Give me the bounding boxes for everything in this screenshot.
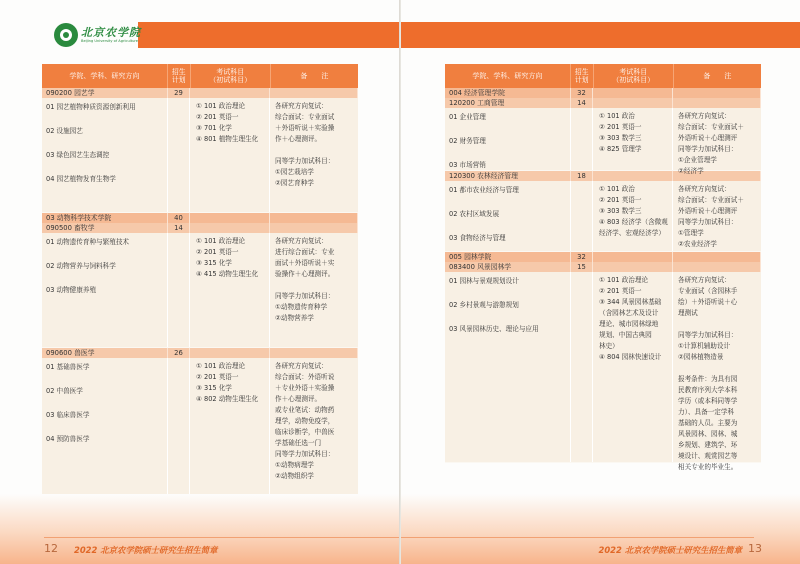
- notes-line: 各研究方向复试：: [275, 362, 328, 370]
- exam-subjects: [593, 181, 673, 251]
- page-number: 13: [748, 542, 762, 555]
- exam-item: 理论、城市园林绿地: [599, 320, 659, 328]
- footer-title: 2022 北京农学院硕士研究生招生简章: [598, 545, 742, 555]
- quota-value: 40: [168, 213, 190, 223]
- exam-item: ④ 804 园林快速设计: [599, 353, 662, 361]
- notes-text: [270, 358, 358, 498]
- exam-item: 林史）: [599, 342, 619, 350]
- program-block: [445, 272, 761, 471]
- direction-item: 01 都市农业经济与管理: [449, 186, 519, 194]
- header-band: [401, 22, 800, 48]
- header-quota: 招生 计划: [571, 64, 594, 88]
- notes-line: 境设计、观赏园艺等: [678, 452, 738, 460]
- notes-line: ①管理学: [678, 229, 704, 237]
- notes-line: 学历（或本科同等学: [678, 397, 738, 405]
- notes-line: 学基础任选一门: [275, 439, 322, 447]
- notes-line: 综合面试：专业面试: [275, 113, 335, 121]
- notes-line: 相关专业的毕业生。: [678, 463, 738, 471]
- college-row: [445, 88, 761, 98]
- direction-item: 02 动物营养与饲料科学: [46, 262, 116, 270]
- notes-line: 综合面试：外语听说: [275, 373, 335, 381]
- exam-cell: [593, 171, 673, 181]
- notes-line: 各研究方向复试：: [275, 237, 328, 245]
- notes-line: 理测试: [678, 309, 698, 317]
- footer-rule: [401, 537, 754, 538]
- notes-line: ①企业管理学: [678, 156, 717, 164]
- notes-cell: [270, 348, 358, 358]
- notes-line: 或专业笔试：动物药: [275, 406, 335, 414]
- exam-item: ① 101 政治: [599, 185, 635, 193]
- quota-value: 14: [168, 223, 190, 233]
- direction-item: 01 园艺植物种质资源创新利用: [46, 103, 136, 111]
- notes-line: 风景园林、园林、城: [678, 430, 738, 438]
- direction-item: 01 基础兽医学: [46, 363, 90, 371]
- exam-item: ④ 802 动物生理生化: [196, 395, 259, 403]
- exam-item: 经济学、宏观经济学）: [599, 229, 665, 237]
- header-direction: 学院、学科、研究方向: [42, 64, 168, 88]
- college-row: [445, 252, 761, 262]
- admissions-table-right: [445, 64, 761, 471]
- direction-item: 03 风景园林历史、理论与应用: [449, 325, 539, 333]
- program-block: [445, 181, 761, 252]
- notes-line: ①园艺栽培学: [275, 168, 314, 176]
- table-body: [42, 88, 358, 499]
- direction-item: 01 园林与景观规划设计: [449, 277, 519, 285]
- discipline-code: 004 经济管理学院: [445, 88, 571, 98]
- exam-item: （含园林艺术及设计: [599, 309, 659, 317]
- discipline-code: 120300 农林经济管理: [445, 171, 571, 181]
- exam-item: ④ 801 植物生理生化: [196, 135, 259, 143]
- quota-value: 32: [571, 88, 593, 98]
- exam-cell: [190, 88, 270, 98]
- notes-line: 作＋心理测评。: [275, 135, 322, 143]
- exam-item: ③ 344 风景园林基础: [599, 298, 662, 306]
- admissions-table-left: [42, 64, 358, 499]
- notes-cell: [270, 88, 358, 98]
- quota-value: 26: [168, 348, 190, 358]
- notes-line: ＋专业外语＋实验操: [275, 384, 335, 392]
- notes-text: [673, 108, 761, 175]
- exam-item: ② 201 英语一: [196, 113, 239, 121]
- exam-item: ② 201 英语一: [196, 373, 239, 381]
- research-directions: [445, 108, 571, 170]
- quota-value: 14: [571, 98, 593, 108]
- exam-item: ③ 701 化学: [196, 124, 232, 132]
- notes-gap: [275, 145, 355, 156]
- notes-cell: [673, 252, 761, 262]
- exam-cell: [190, 213, 270, 223]
- notes-line: 各研究方向复试：: [678, 112, 731, 120]
- exam-item: ② 201 英语一: [599, 196, 642, 204]
- notes-line: ②动物营养学: [275, 314, 314, 322]
- discipline-row: [445, 98, 761, 108]
- exam-item: ② 201 英语一: [196, 248, 239, 256]
- exam-item: ③ 315 化学: [196, 259, 232, 267]
- notes-cell: [270, 223, 358, 233]
- exam-item: ① 101 政治理论: [196, 237, 246, 245]
- direction-item: 03 绿色园艺生态调控: [46, 151, 110, 159]
- discipline-code: 083400 风景园林学: [445, 262, 571, 272]
- notes-line: 外语听说＋心理测评: [678, 134, 738, 142]
- university-logo: [54, 22, 142, 48]
- direction-item: 01 企业管理: [449, 113, 486, 121]
- direction-item: 03 临床兽医学: [46, 411, 90, 419]
- notes-line: ②园艺育种学: [275, 179, 314, 187]
- discipline-row: [42, 88, 358, 98]
- notes-line: ①动物病理学: [275, 461, 314, 469]
- table-body: [445, 88, 761, 471]
- notes-gap: [275, 280, 355, 291]
- exam-item: ② 201 英语一: [599, 123, 642, 131]
- notes-gap: [678, 363, 758, 374]
- program-block: [42, 358, 358, 499]
- exam-subjects: [190, 233, 270, 347]
- header-notes: 备 注: [300, 72, 329, 80]
- notes-text: [673, 181, 761, 251]
- notes-text: [673, 272, 761, 471]
- quota-cell: [571, 272, 593, 462]
- program-block: [42, 98, 358, 213]
- notes-line: 同等学力加试科目：: [678, 145, 738, 153]
- page-number: 12: [44, 542, 58, 555]
- emblem-icon: [54, 23, 78, 47]
- notes-line: 验操作＋心理测评。: [275, 270, 335, 278]
- notes-line: 同等学力加试科目：: [275, 157, 335, 165]
- exam-cell: [190, 348, 270, 358]
- quota-value: 29: [168, 88, 190, 98]
- notes-line: 乡规划、建筑学、环: [678, 441, 738, 449]
- left-page: [0, 0, 399, 564]
- research-directions: [42, 98, 168, 212]
- discipline-code: 090500 畜牧学: [42, 223, 168, 233]
- notes-line: 面试＋外语听说＋实: [275, 259, 335, 267]
- notes-line: 进行综合面试：专业: [275, 248, 335, 256]
- exam-cell: [593, 98, 673, 108]
- notes-line: 理学，动物免疫学，: [275, 417, 335, 425]
- header-direction: 学院、学科、研究方向: [445, 64, 571, 88]
- college-row: [42, 213, 358, 223]
- notes-line: ②农业经济学: [678, 240, 717, 248]
- discipline-code: 120200 工商管理: [445, 98, 571, 108]
- direction-item: 04 预防兽医学: [46, 435, 90, 443]
- quota-cell: [571, 108, 593, 170]
- research-directions: [445, 181, 571, 251]
- exam-subjects: [190, 358, 270, 498]
- research-directions: [445, 272, 571, 462]
- notes-line: ②动物组织学: [275, 472, 314, 480]
- notes-line: 综合面试：专业面试＋: [678, 123, 744, 131]
- table-header: [42, 64, 358, 88]
- exam-item: ① 101 政治理论: [599, 276, 649, 284]
- notes-line: 同等学力加试科目：: [678, 331, 738, 339]
- exam-item: ③ 303 数学三: [599, 134, 642, 142]
- direction-item: 01 动物遗传育种与繁殖技术: [46, 238, 130, 246]
- header-notes: 备 注: [703, 72, 732, 80]
- notes-line: 报考条件：为具有园: [678, 375, 738, 383]
- discipline-row: [42, 348, 358, 358]
- footer-band: [0, 494, 399, 564]
- notes-text: [270, 233, 358, 347]
- header-exam: 考试科目 （初试科目）: [191, 64, 271, 88]
- quota-value: 15: [571, 262, 593, 272]
- notes-text: [270, 98, 358, 212]
- research-directions: [42, 358, 168, 498]
- exam-subjects: [593, 108, 673, 170]
- discipline-row: [445, 171, 761, 181]
- quota-value: 18: [571, 171, 593, 181]
- discipline-row: [445, 262, 761, 272]
- notes-gap: [678, 319, 758, 330]
- notes-line: 力）、具备一定学科: [678, 408, 735, 416]
- logo-name-en: Beijing University of Agriculture: [81, 38, 139, 43]
- notes-line: 专业面试（含园林手: [678, 287, 738, 295]
- notes-line: 基础的人员。主要为: [678, 419, 738, 427]
- direction-item: 04 园艺植物发育生物学: [46, 175, 116, 183]
- header-band: [138, 22, 399, 48]
- direction-item: 03 动物健康养殖: [46, 286, 97, 294]
- notes-line: 同等学力加试科目：: [275, 292, 335, 300]
- notes-cell: [673, 171, 761, 181]
- notes-line: 作＋心理测评。: [275, 395, 322, 403]
- notes-line: 综合面试：专业面试＋: [678, 196, 744, 204]
- footer-band: [401, 494, 800, 564]
- exam-item: ③ 315 化学: [196, 384, 232, 392]
- header-quota: 招生 计划: [168, 64, 191, 88]
- direction-item: 03 食物经济与管理: [449, 234, 506, 242]
- notes-line: ＋外语听说＋实验操: [275, 124, 335, 132]
- discipline-code: 090600 兽医学: [42, 348, 168, 358]
- notes-line: ①计算机辅助设计: [678, 342, 731, 350]
- exam-item: ③ 303 数学三: [599, 207, 642, 215]
- notes-line: 外语听说＋心理测评: [678, 207, 738, 215]
- exam-item: ④ 803 经济学（含微观: [599, 218, 668, 226]
- table-header: [445, 64, 761, 88]
- direction-item: 02 乡村景观与游憩规划: [449, 301, 519, 309]
- direction-item: 02 设施园艺: [46, 127, 83, 135]
- notes-line: 民教育序列大学本科: [678, 386, 738, 394]
- quota-cell: [168, 98, 190, 212]
- program-block: [42, 233, 358, 348]
- exam-cell: [190, 223, 270, 233]
- notes-line: 同等学力加试科目：: [275, 450, 335, 458]
- quota-value: 32: [571, 252, 593, 262]
- exam-item: ② 201 英语一: [599, 287, 642, 295]
- program-block: [445, 108, 761, 175]
- exam-subjects: [190, 98, 270, 212]
- notes-line: 各研究方向复试：: [678, 185, 731, 193]
- notes-cell: [673, 98, 761, 108]
- notes-cell: [673, 262, 761, 272]
- direction-item: 02 中兽医学: [46, 387, 83, 395]
- exam-cell: [593, 88, 673, 98]
- direction-item: 02 财务管理: [449, 137, 486, 145]
- notes-line: 同等学力加试科目：: [678, 218, 738, 226]
- notes-line: 各研究方向复试：: [678, 276, 731, 284]
- exam-subjects: [593, 272, 673, 462]
- exam-item: ④ 415 动物生理生化: [196, 270, 259, 278]
- footer-title: 2022 北京农学院硕士研究生招生简章: [74, 545, 218, 555]
- footer-rule: [44, 537, 399, 538]
- discipline-code: 005 园林学院: [445, 252, 571, 262]
- header-exam: 考试科目 （初试科目）: [594, 64, 674, 88]
- exam-item: ① 101 政治: [599, 112, 635, 120]
- exam-item: ① 101 政治理论: [196, 362, 246, 370]
- exam-item: ④ 825 管理学: [599, 145, 642, 153]
- discipline-row: [42, 223, 358, 233]
- exam-cell: [593, 262, 673, 272]
- direction-item: 02 农村区域发展: [449, 210, 500, 218]
- notes-line: 各研究方向复试：: [275, 102, 328, 110]
- logo-name-cn: 北京农学院: [81, 25, 141, 39]
- notes-line: ②经济学: [678, 167, 704, 175]
- notes-cell: [270, 213, 358, 223]
- discipline-code: 090200 园艺学: [42, 88, 168, 98]
- research-directions: [42, 233, 168, 347]
- notes-line: ②园林植物造景: [678, 353, 724, 361]
- exam-item: 规划、中国古典园: [599, 331, 652, 339]
- notes-line: 绘）＋外语听说＋心: [678, 298, 738, 306]
- notes-line: 临床诊断学，中兽医: [275, 428, 335, 436]
- notes-cell: [673, 88, 761, 98]
- notes-line: ①动物遗传育种学: [275, 303, 328, 311]
- exam-cell: [593, 252, 673, 262]
- right-page: [401, 0, 800, 564]
- direction-item: 03 市场营销: [449, 161, 486, 169]
- quota-cell: [571, 181, 593, 251]
- quota-cell: [168, 233, 190, 347]
- discipline-code: 03 动物科学技术学院: [42, 213, 168, 223]
- exam-item: ① 101 政治理论: [196, 102, 246, 110]
- quota-cell: [168, 358, 190, 498]
